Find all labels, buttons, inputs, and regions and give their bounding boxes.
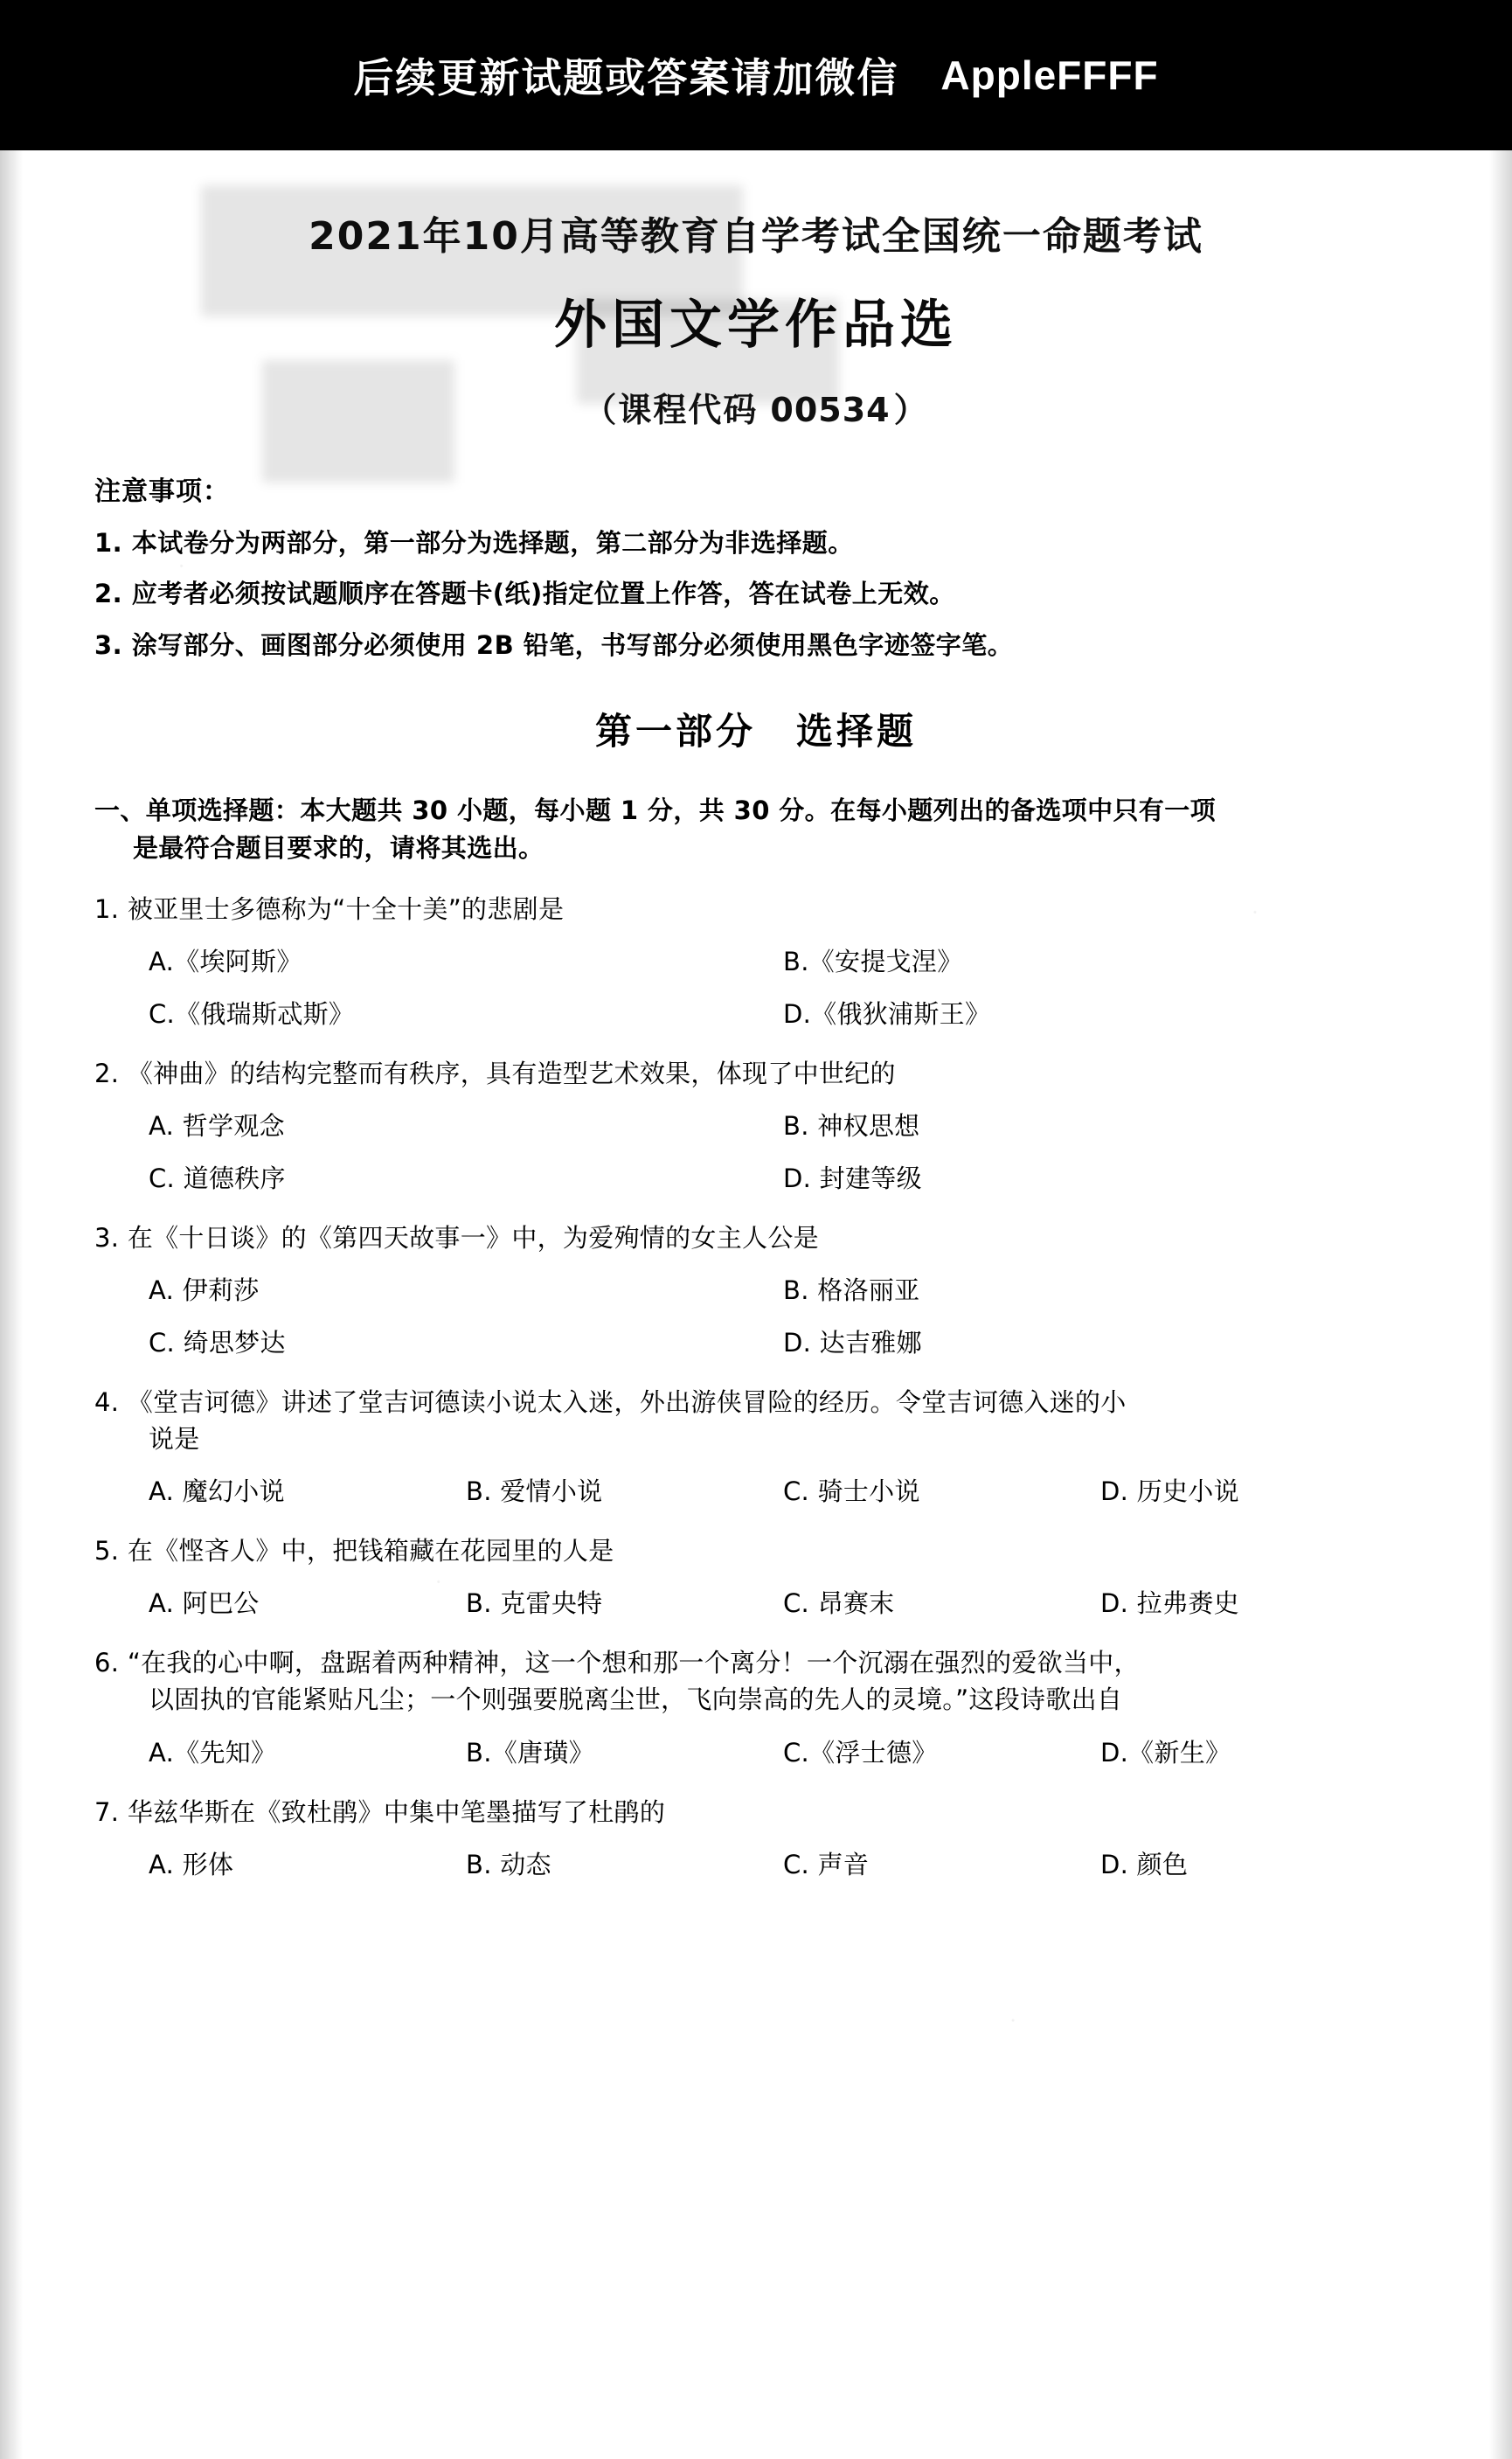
section-one-line1: 一、单项选择题：本大题共 30 小题，每小题 1 分，共 30 分。在每小题列出的备选项中只有一项 <box>94 795 1217 825</box>
question-1-option-b[interactable]: B.《安提戈涅》 <box>783 946 963 976</box>
question-2-stem <box>94 1055 1418 1092</box>
question-6-options <box>94 1734 1418 1771</box>
option-row <box>149 1585 1418 1622</box>
option-row <box>149 1272 1418 1309</box>
question-1-option-c[interactable]: C.《俄瑞斯忒斯》 <box>149 998 355 1029</box>
question-3-options <box>94 1272 1418 1361</box>
question-7-option-c[interactable]: C. 声音 <box>783 1849 870 1879</box>
notice-item-2: 2. 应考者必须按试题顺序在答题卡(纸)指定位置上作答，答在试卷上无效。 <box>94 579 955 609</box>
question-2-text: 《神曲》的结构完整而有秩序，具有造型艺术效果，体现了中世纪的 <box>127 1058 896 1088</box>
question-4-option-b[interactable]: B. 爱情小说 <box>466 1476 603 1507</box>
question-5-number: 5. <box>94 1536 120 1566</box>
notice-item-3: 3. 涂写部分、画图部分必须使用 2B 铅笔，书写部分必须使用黑色字迹签字笔。 <box>94 629 1014 660</box>
question-1-text: 被亚里士多德称为“十全十美”的悲剧是 <box>127 893 565 924</box>
option-row <box>149 943 1418 980</box>
question-2-option-c[interactable]: C. 道德秩序 <box>149 1163 286 1193</box>
question-4-text: 《堂吉诃德》讲述了堂吉诃德读小说太入迷，外出游侠冒险的经历。令堂吉诃德入迷的小 <box>127 1387 1127 1418</box>
question-4-options <box>94 1473 1418 1510</box>
question-3-text: 在《十日谈》的《第四天故事一》中，为爱殉情的女主人公是 <box>127 1223 819 1254</box>
question-5-option-d[interactable]: D. 拉弗赉史 <box>1100 1588 1239 1619</box>
question-7 <box>94 1794 1418 1883</box>
question-7-option-b[interactable]: B. 动态 <box>466 1849 551 1879</box>
question-1-number: 1. <box>94 893 120 924</box>
section-one-instructions <box>94 792 1418 868</box>
question-1 <box>94 891 1418 1032</box>
course-code-label: （课程代码 <box>583 391 759 429</box>
question-5-option-c[interactable]: C. 昂赛末 <box>783 1588 895 1619</box>
question-5-option-b[interactable]: B. 克雷央特 <box>466 1588 603 1619</box>
question-4-number: 4. <box>94 1387 120 1418</box>
question-3-option-c[interactable]: C. 绮思梦达 <box>149 1328 286 1358</box>
question-4-option-c[interactable]: C. 骑士小说 <box>783 1476 920 1507</box>
question-6-number: 6. <box>94 1648 120 1678</box>
watermark-banner <box>0 0 1512 150</box>
question-7-stem <box>94 1794 1418 1830</box>
question-2-option-d[interactable]: D. 封建等级 <box>783 1163 922 1193</box>
question-6 <box>94 1644 1418 1770</box>
question-6-option-c[interactable]: C.《浮士德》 <box>783 1737 938 1768</box>
question-1-option-a[interactable]: A.《埃阿斯》 <box>149 946 302 976</box>
question-2-number: 2. <box>94 1058 120 1088</box>
option-row <box>149 1108 1418 1144</box>
question-3-number: 3. <box>94 1223 120 1254</box>
question-6-stem <box>94 1644 1418 1718</box>
part-one-title: 第一部分 <box>594 709 756 753</box>
scanned-exam-page <box>0 150 1512 2459</box>
question-3-stem <box>94 1219 1418 1256</box>
option-row <box>149 1160 1418 1197</box>
course-code-line <box>94 383 1418 431</box>
option-row <box>149 1324 1418 1361</box>
question-4-text-cont: 说是 <box>149 1424 200 1455</box>
question-3-option-d[interactable]: D. 达吉雅娜 <box>783 1328 922 1358</box>
option-row <box>149 996 1418 1032</box>
part-one-heading <box>94 703 1418 755</box>
notice-item-1: 1. 本试卷分为两部分，第一部分为选择题，第二部分为非选择题。 <box>94 528 854 558</box>
exam-subject-title: 外国文学作品选 <box>554 295 958 356</box>
watermark-text: 后续更新试题或答案请加微信 <box>353 54 899 101</box>
notice-heading: 注意事项： <box>94 476 230 507</box>
question-2-option-b[interactable]: B. 神权思想 <box>783 1110 920 1141</box>
question-5-options <box>94 1585 1418 1622</box>
question-4-stem <box>94 1384 1418 1457</box>
part-one-subtitle: 选择题 <box>796 709 918 753</box>
option-row <box>149 1734 1418 1771</box>
exam-header: 2021年10月高等教育自学考试全国统一命题考试 <box>309 214 1203 259</box>
question-5-option-a[interactable]: A. 阿巴公 <box>149 1588 260 1619</box>
question-6-option-a[interactable]: A.《先知》 <box>149 1737 277 1768</box>
question-3 <box>94 1219 1418 1361</box>
course-code-value: 00534 <box>770 391 891 429</box>
question-5-text: 在《悭吝人》中，把钱箱藏在花园里的人是 <box>127 1536 614 1566</box>
question-1-stem <box>94 891 1418 927</box>
question-5 <box>94 1532 1418 1622</box>
question-6-text-cont: 以固执的官能紧贴凡尘；一个则强要脱离尘世，飞向崇高的先人的灵境。”这段诗歌出自 <box>149 1684 1123 1715</box>
option-row <box>149 1846 1418 1883</box>
question-5-stem <box>94 1532 1418 1569</box>
option-row <box>149 1473 1418 1510</box>
question-4 <box>94 1384 1418 1510</box>
question-7-text: 华兹华斯在《致杜鹃》中集中笔墨描写了杜鹃的 <box>127 1796 666 1827</box>
question-4-option-a[interactable]: A. 魔幻小说 <box>149 1476 285 1507</box>
question-6-option-d[interactable]: D.《新生》 <box>1100 1737 1231 1768</box>
question-7-options <box>94 1846 1418 1883</box>
question-2-option-a[interactable]: A. 哲学观念 <box>149 1110 285 1141</box>
question-6-option-b[interactable]: B.《唐璜》 <box>466 1737 594 1768</box>
course-code-close: ） <box>893 391 929 429</box>
question-7-option-d[interactable]: D. 颜色 <box>1100 1849 1189 1879</box>
question-1-option-d[interactable]: D.《俄狄浦斯王》 <box>783 998 991 1029</box>
question-2-options <box>94 1108 1418 1197</box>
section-one-line2: 是最符合题目要求的，请将其选出。 <box>133 833 544 864</box>
question-6-text: “在我的心中啊，盘踞着两种精神，这一个想和那一个离分！一个沉溺在强烈的爱欲当中， <box>127 1648 1140 1678</box>
question-3-option-b[interactable]: B. 格洛丽亚 <box>783 1275 920 1306</box>
question-7-option-a[interactable]: A. 形体 <box>149 1849 234 1879</box>
question-2 <box>94 1055 1418 1197</box>
question-3-option-a[interactable]: A. 伊莉莎 <box>149 1275 260 1306</box>
question-1-options <box>94 943 1418 1032</box>
question-4-option-d[interactable]: D. 历史小说 <box>1100 1476 1239 1507</box>
watermark-wechat-id: AppleFFFF <box>940 52 1159 98</box>
question-7-number: 7. <box>94 1796 120 1827</box>
